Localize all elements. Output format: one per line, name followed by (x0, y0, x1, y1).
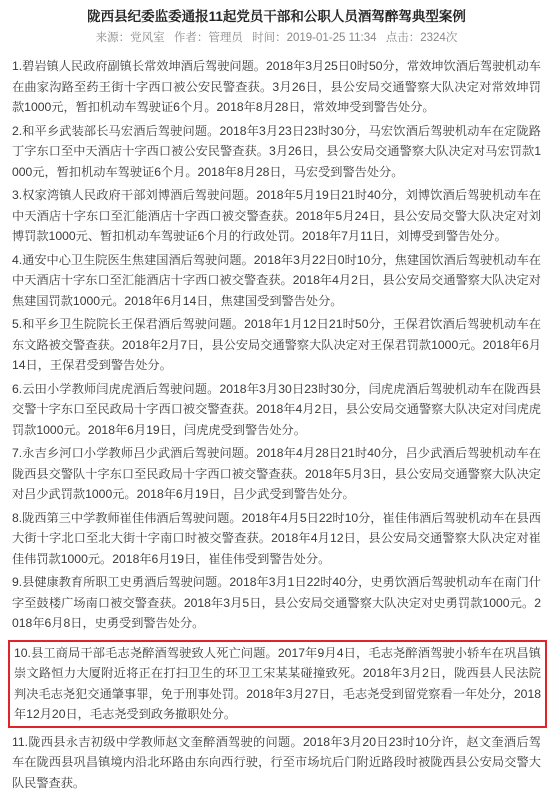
case-paragraph-5: 5.和平乡卫生院院长王保君酒后驾驶问题。2018年1月12日21时50分，王保君饮酒后驾驶机动车在东文路被交警查获。2018年2月7日，县公安局交通警察大队决定对王保君罚款1000元。2018年6月14日，王保君受到警告处分。 (12, 317, 541, 372)
case-paragraph-8: 8.陇西第三中学教师崔佳伟酒后驾驶问题。2018年4月5日22时10分，崔佳伟酒后驾驶机动车在县西大街十字北口至北大街十字南口时被交警查获。2018年4月12日，县公安局交通警察大队决定对崔佳伟罚款1000元。2018年6月19日，崔佳伟受到警告处分。 (12, 510, 541, 566)
case-paragraph-7: 7.永吉乡河口小学教师吕少武酒后驾驶问题。2018年4月28日21时40分，吕少武酒后驾驶机动车在陇西县交警队十字东口至民政局十字西口被交警查获。2018年5月3日，县公安局交通警察大队决定对吕少武罚款1000元。2018年6月19日，吕少武受到警告处分。 (12, 446, 541, 501)
case-paragraph-1: 1.碧岩镇人民政府副镇长常效坤酒后驾驶问题。2018年3月25日0时50分，常效坤饮酒后驾驶机动车在曲家沟路至药王街十字西口被公安民警查获。3月26日，县公安局交通警察大队决定对常效坤罚款1000元，暂扣机动车驾驶证6个月。2018年8月28日，常效坤受到警告处分。 (12, 59, 541, 114)
case-paragraph-9: 9.县健康教育所职工史勇酒后驾驶问题。2018年3月1日22时40分，史勇饮酒后驾驶机动车在南门什字至鼓楼广场南口被交警查获。2018年3月5日，县公安局交通警察大队决定对史勇罚款1000元。2018年6月8日，史勇受到警告处分。 (12, 575, 541, 630)
article-title: 陇西县纪委监委通报11起党员干部和公职人员酒驾醉驾典型案例 (87, 9, 466, 24)
case-paragraph-4: 4.通安中心卫生院医生焦建国酒后驾驶问题。2018年3月22日0时10分，焦建国饮酒后驾驶机动车在中天酒店十字东口至汇能酒店十字西口被交警查获。2018年4月2日，县公安局交通警察大队决定对焦建国罚款1000元。2018年6月14日，焦建国受到警告处分。 (12, 252, 541, 308)
article-meta (12, 30, 541, 46)
case-paragraph-10-highlighted: 10.县工商局干部毛志尧醉酒驾驶致人死亡问题。2017年9月4日，毛志尧醉酒驾驶小轿车在巩昌镇崇文路恒力大厦附近将正在打扫卫生的环卫工宋某某碰撞致死。2018年3月2日，陇西县人民法院判决毛志尧犯交通肇事罪，免于刑事处罚。2018年3月27日，毛志尧受到留党察看一年处分，2018年12月20日，毛志尧受到政务撤职处分。 (8, 640, 547, 728)
case-paragraph-11: 11.陇西县永吉初级中学教师赵文奎醉酒驾驶的问题。2018年3月20日23时10分许，赵文奎酒后驾车在陇西县巩昌镇境内沿北环路由东向西行驶，行至市场坑后门附近路段时被陇西县公安局交警大队民警查获。 (12, 734, 541, 790)
meta-time: 时间：2019-01-25 11:34 (252, 32, 377, 44)
meta-author: 作者：管理员 (173, 32, 243, 44)
case-paragraph-6: 6.云田小学教师闫虎虎酒后驾驶问题。2018年3月30日23时30分，闫虎虎酒后驾驶机动车在陇西县交警十字东口至民政局十字西口被交警查获。2018年4月2日，县公安局交通警察大队决定对闫虎虎罚款1000元。2018年6月19日，闫虎虎受到警告处分。 (12, 381, 541, 437)
case-paragraph-3: 3.权家湾镇人民政府干部刘博酒后驾驶问题。2018年5月19日21时40分，刘博饮酒后驾驶机动车在中天酒店十字东口至汇能酒店十字西口被交警查获。2018年5月24日，县公安局交警大队决定对刘博罚款1000元、暂扣机动车驾驶证6个月的行政处罚。2018年7月11日，刘博受到警告处分。 (12, 188, 541, 243)
case-paragraph-2: 2.和平乡武装部长马宏酒后驾驶问题。2018年3月23日23时30分，马宏饮酒后驾驶机动车在定陇路丁字东口至中天酒店十字西口被公安民警查获。3月26日，县公安局交通警察大队决定对马宏罚款1000元，暂扣机动车驾驶证6个月。2018年8月28日，马宏受到警告处分。 (12, 123, 541, 179)
meta-source: 来源：党风室 (95, 32, 165, 44)
meta-hits: 点击：2324次 (385, 32, 458, 44)
